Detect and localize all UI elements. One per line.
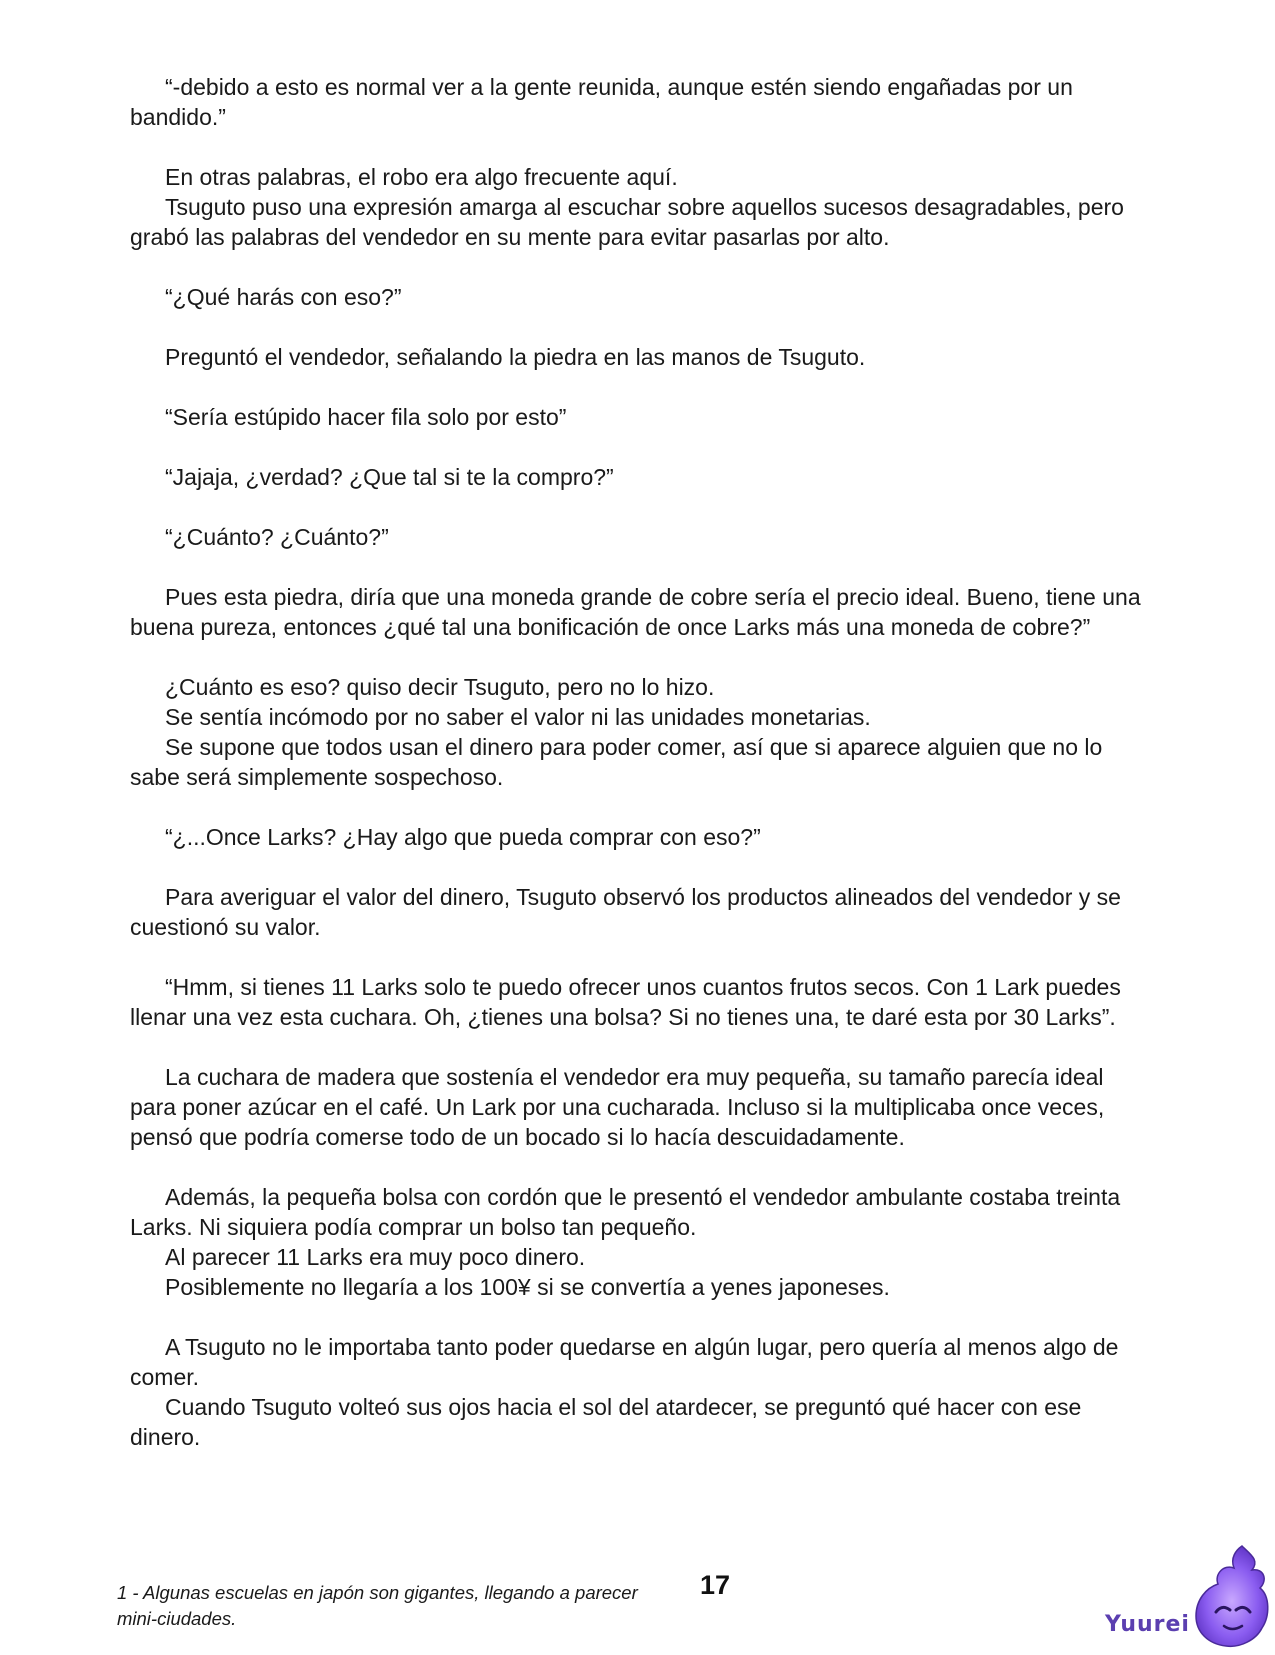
paragraph <box>130 162 1150 252</box>
text-line: Al parecer 11 Larks era muy poco dinero. <box>165 1244 586 1270</box>
text-line: Pues esta piedra, diría que una moneda grande de cobre sería el precio ideal. Bueno, tiene una buena pureza, entonces ¿qué tal una bonificación de once Larks más una moneda de cobre?” <box>130 584 1141 640</box>
text-line: Cuando Tsuguto volteó sus ojos hacia el sol del atardecer, se preguntó qué hacer con ese dinero. <box>130 1394 1082 1450</box>
text-line: Se sentía incómodo por no saber el valor ni las unidades monetarias. <box>165 704 871 730</box>
paragraph <box>130 672 1150 792</box>
text-line: “¿...Once Larks? ¿Hay algo que pueda comprar con eso?” <box>165 824 761 850</box>
text-line: A Tsuguto no le importaba tanto poder quedarse en algún lugar, pero quería al menos algo de comer. <box>130 1334 1119 1390</box>
text-line: “Sería estúpido hacer fila solo por esto” <box>165 404 567 430</box>
paragraph <box>130 342 1150 372</box>
watermark <box>1105 1540 1275 1650</box>
text-line: “Jajaja, ¿verdad? ¿Que tal si te la compro?” <box>165 464 614 490</box>
watermark-label: Yuurei <box>1105 1612 1190 1637</box>
paragraph <box>130 1062 1150 1152</box>
paragraph <box>130 882 1150 942</box>
text-line: “¿Qué harás con eso?” <box>165 284 402 310</box>
text-line: “Hmm, si tienes 11 Larks solo te puedo ofrecer unos cuantos frutos secos. Con 1 Lark puedes llenar una vez esta cuchara. Oh, ¿tienes una bolsa? Si no tienes una, te daré esta por 30 Larks”. <box>130 974 1121 1030</box>
text-line: Además, la pequeña bolsa con cordón que le presentó el vendedor ambulante costaba treinta Larks. Ni siquiera podía comprar un bolso tan pequeño. <box>130 1184 1121 1240</box>
text-line: Preguntó el vendedor, señalando la piedra en las manos de Tsuguto. <box>165 344 866 370</box>
page-number: 17 <box>700 1570 731 1600</box>
text-line: En otras palabras, el robo era algo frecuente aquí. <box>165 164 678 190</box>
text-line: Tsuguto puso una expresión amarga al escuchar sobre aquellos sucesos desagradables, pero grabó las palabras del vendedor en su mente para evitar pasarlas por alto. <box>130 194 1124 250</box>
footnote: 1 - Algunas escuelas en japón son gigantes, llegando a parecer mini-ciudades. <box>117 1582 638 1629</box>
text-line: “¿Cuánto? ¿Cuánto?” <box>165 524 389 550</box>
paragraph <box>130 282 1150 312</box>
text-line: Para averiguar el valor del dinero, Tsuguto observó los productos alineados del vendedor y se cuestionó su valor. <box>130 884 1121 940</box>
paragraph <box>130 972 1150 1032</box>
text-line: ¿Cuánto es eso? quiso decir Tsuguto, pero no lo hizo. <box>165 674 715 700</box>
text-line: La cuchara de madera que sostenía el vendedor era muy pequeña, su tamaño parecía ideal para poner azúcar en el café. Un Lark por una cucharada. Incluso si la multiplicaba once veces, pensó que podría comerse todo de un bocado si lo hacía descuidadamente. <box>130 1064 1105 1150</box>
paragraph <box>130 1182 1150 1302</box>
paragraph <box>130 402 1150 432</box>
paragraph <box>130 72 1150 132</box>
text-line: Posiblemente no llegaría a los 100¥ si se convertía a yenes japoneses. <box>165 1274 890 1300</box>
paragraph <box>130 522 1150 552</box>
paragraph <box>130 1332 1150 1452</box>
paragraph <box>130 582 1150 642</box>
text-line: Se supone que todos usan el dinero para poder comer, así que si aparece alguien que no lo sabe será simplemente sospechoso. <box>130 734 1103 790</box>
ghost-icon <box>1190 1540 1272 1655</box>
paragraph <box>130 462 1150 492</box>
paragraph <box>130 822 1150 852</box>
text-line: “-debido a esto es normal ver a la gente reunida, aunque estén siendo engañadas por un bandido.” <box>130 74 1073 130</box>
document-body <box>130 72 1150 1482</box>
